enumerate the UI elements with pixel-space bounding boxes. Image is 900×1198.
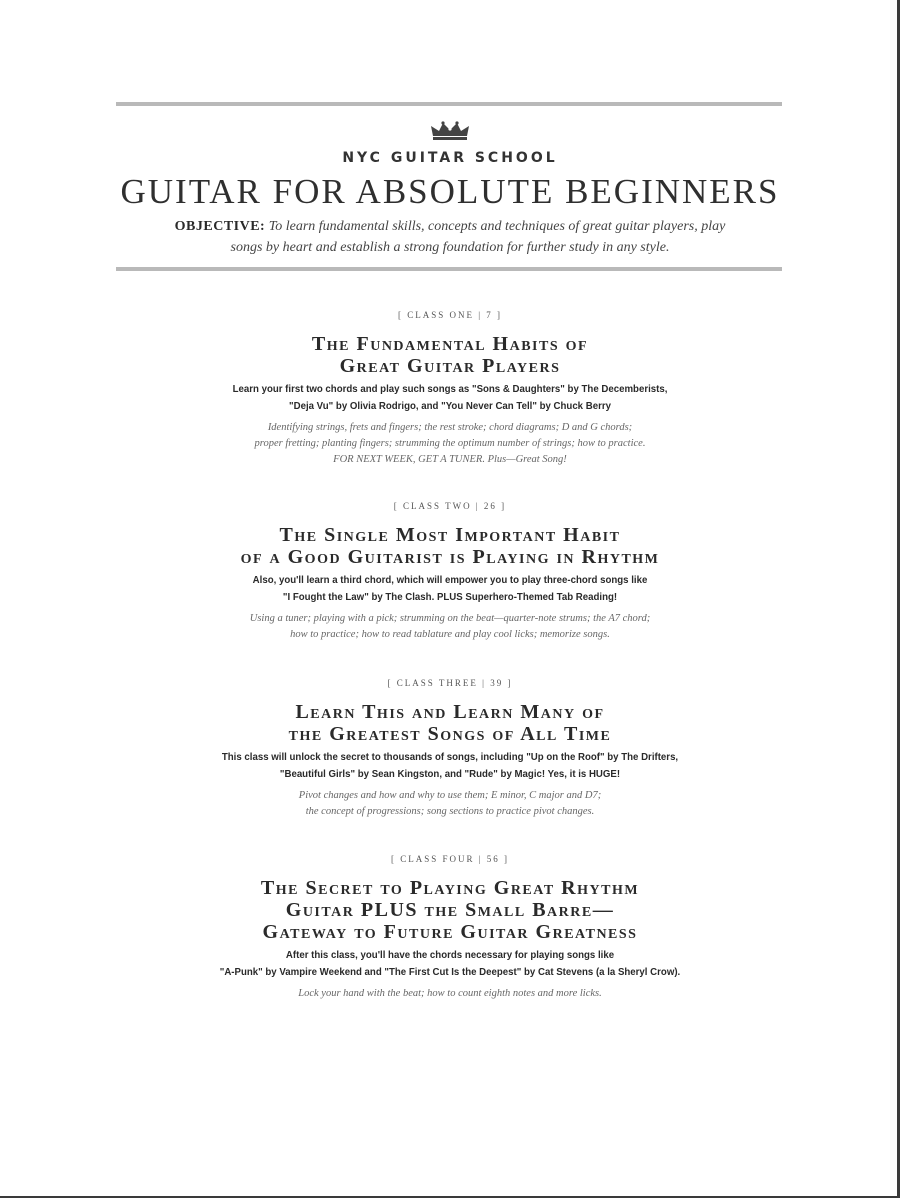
desc-line: "A-Punk" by Vampire Weekend and "The First Cut Is the Deepest" by Cat Stevens (a la Sheryl Crow). [219,966,681,978]
desc-line: Also, you'll learn a third chord, which will empower you to play three-chord songs like [252,574,648,586]
class-section-four [0,853,900,1002]
desc-line: Learn your first two chords and play such songs as "Sons & Daughters" by The Decemberists, [232,383,668,395]
heading-line: The Secret to Playing Great Rhythm [260,877,640,899]
topics-line: FOR NEXT WEEK, GET A TUNER. Plus—Great Song! [333,454,567,465]
class-heading [0,524,900,568]
objective [150,216,750,258]
desc-line: This class will unlock the secret to thousands of songs, including "Up on the Roof" by The Drifters, [221,751,679,763]
class-heading [0,877,900,943]
class-label: [ CLASS THREE | 39 ] [387,678,513,688]
desc-line: "Deja Vu" by Olivia Rodrigo, and "You Never Can Tell" by Chuck Berry [289,400,611,412]
heading-line: Guitar PLUS the Small Barre— [285,899,615,921]
class-topics [0,420,900,468]
objective-text-line-2: songs by heart and establish a strong foundation for further study in any style. [230,240,670,255]
class-label: [ CLASS FOUR | 56 ] [390,854,510,864]
heading-line: Great Guitar Players [339,355,561,377]
topics-line: proper fretting; planting fingers; strumming the optimum number of strings; how to practice. [254,438,646,449]
heading-line: the Greatest Songs of All Time [288,723,612,745]
class-description [36,749,864,783]
class-label: [ CLASS TWO | 26 ] [393,501,507,511]
desc-line: After this class, you'll have the chords necessary for playing songs like [285,949,615,961]
topics-line: how to practice; how to read tablature and play cool licks; memorize songs. [290,629,610,640]
desc-line: "Beautiful Girls" by Sean Kingston, and "Rude" by Magic! Yes, it is HUGE! [279,768,621,780]
class-section-three [0,677,900,820]
class-topics [0,986,900,1002]
desc-line: "I Fought the Law" by The Clash. PLUS Superhero-Themed Tab Reading! [282,591,618,603]
class-label: [ CLASS ONE | 7 ] [397,310,503,320]
class-heading [0,701,900,745]
class-description [36,572,864,606]
class-heading [0,333,900,377]
class-section-one [0,309,900,468]
class-topics [0,611,900,643]
heading-line: of a Good Guitarist is Playing in Rhythm [240,546,660,568]
header-bottom-divider [116,267,782,271]
school-name: NYC GUITAR SCHOOL [342,150,558,166]
topics-line: Lock your hand with the beat; how to count eighth notes and more licks. [298,988,602,999]
topics-line: Identifying strings, frets and fingers; the rest stroke; chord diagrams; D and G chords; [267,422,633,433]
class-description [36,381,864,415]
heading-line: Learn This and Learn Many of [295,701,605,723]
crown-icon [429,120,471,142]
class-topics [0,788,900,820]
topics-line: Pivot changes and how and why to use them; E minor, C major and D7; [298,790,602,801]
page-title: GUITAR FOR ABSOLUTE BEGINNERS [120,172,780,211]
class-description [36,947,864,981]
objective-text-line-1: To learn fundamental skills, concepts and techniques of great guitar players, play [268,219,726,234]
heading-line: The Single Most Important Habit [279,524,621,546]
objective-label: OBJECTIVE: [174,219,266,234]
class-section-two [0,500,900,643]
topics-line: Using a tuner; playing with a pick; strumming on the beat—quarter-note strums; the A7 chord; [249,613,651,624]
topics-line: the concept of progressions; song sections to practice pivot changes. [305,806,595,817]
heading-line: The Fundamental Habits of [311,333,589,355]
top-divider [116,102,782,106]
heading-line: Gateway to Future Guitar Greatness [262,921,638,943]
